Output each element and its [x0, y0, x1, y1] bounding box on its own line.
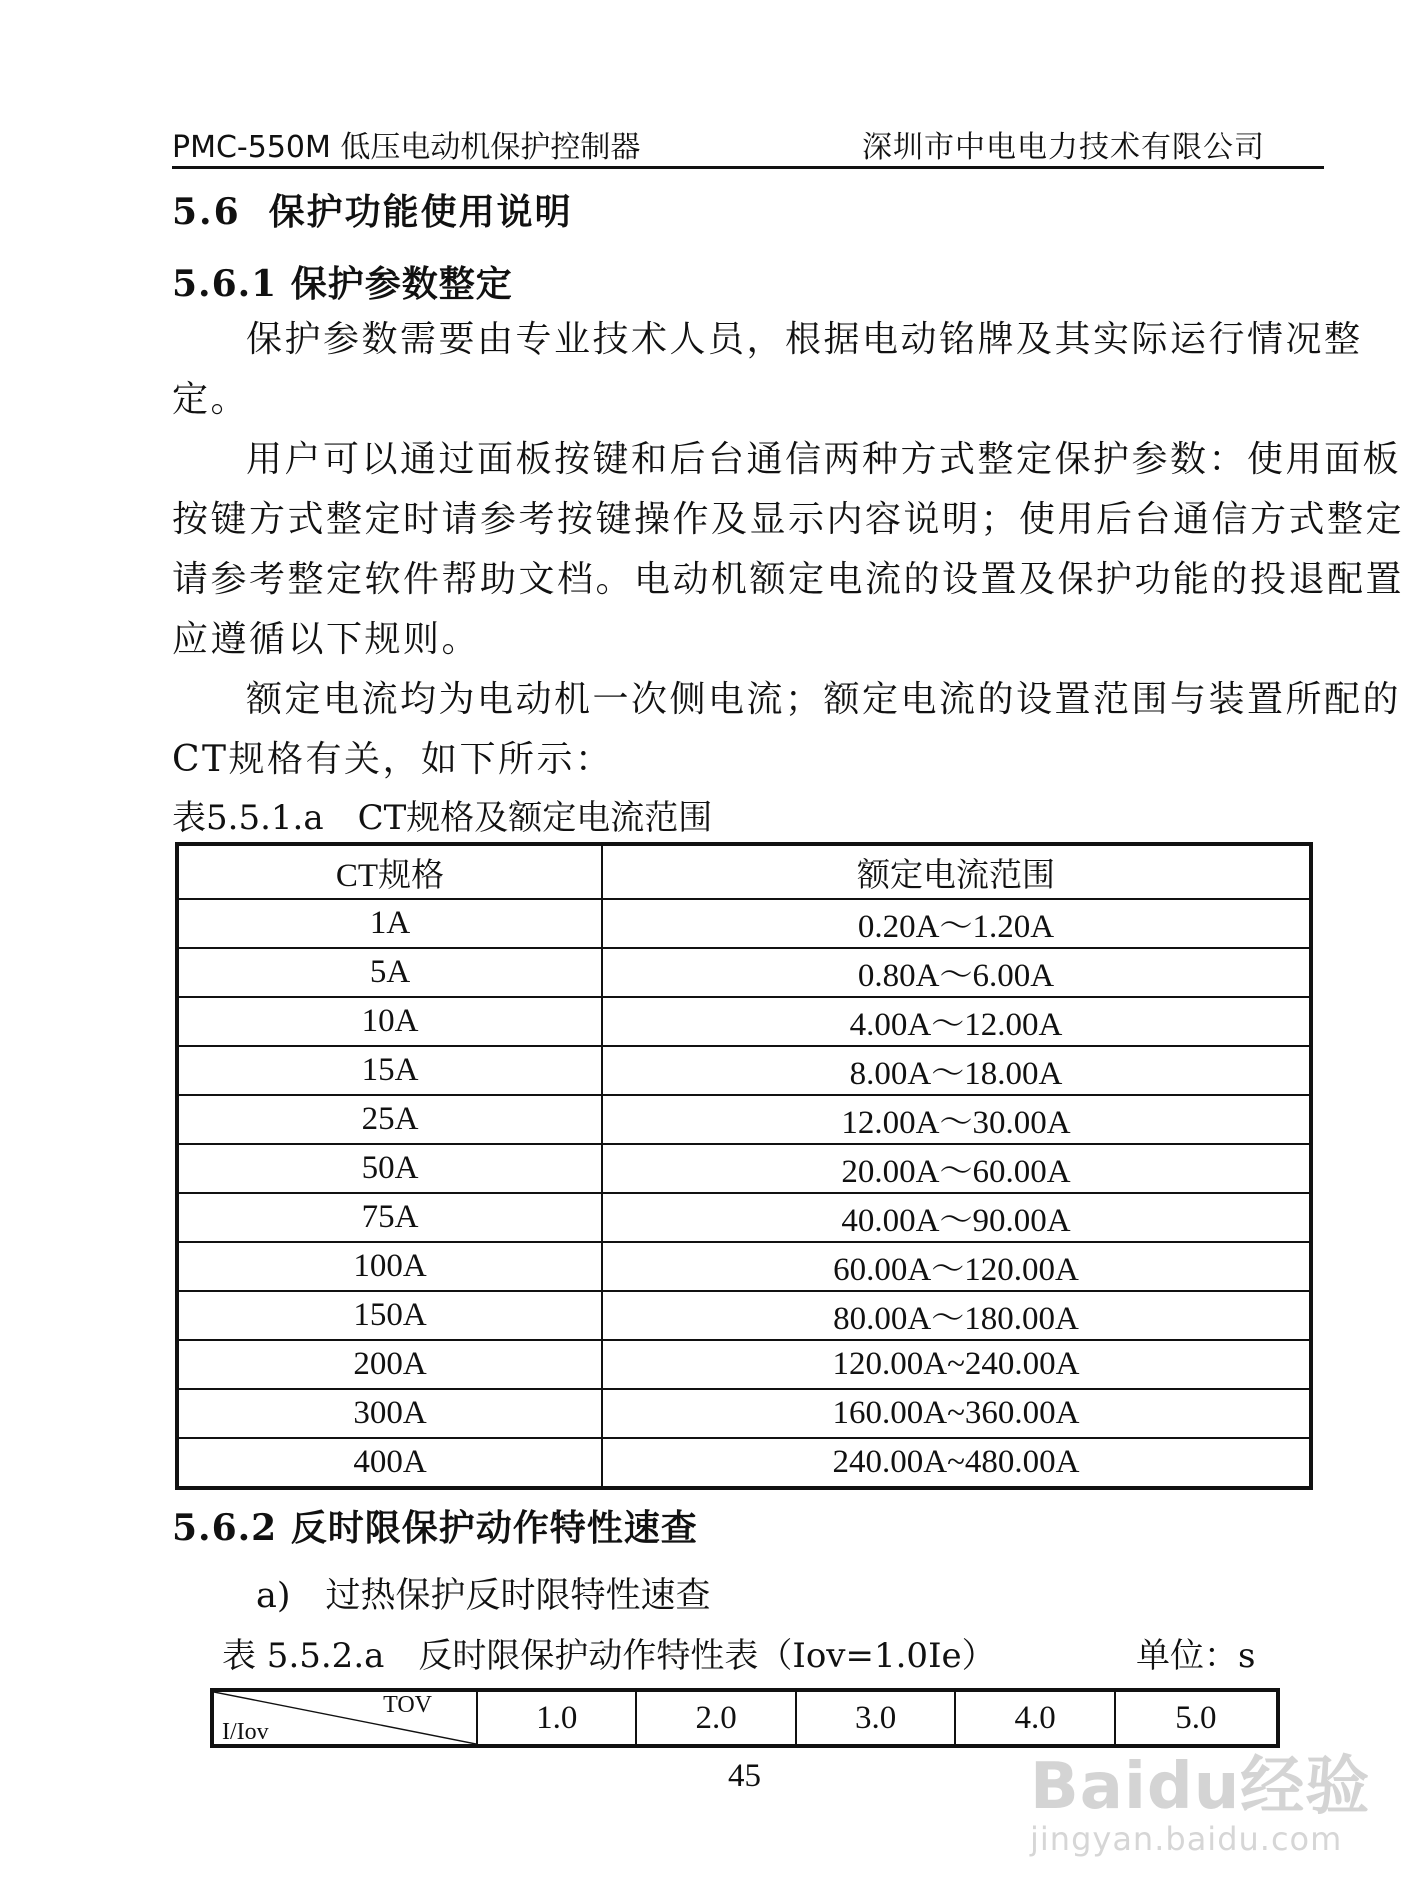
- range-cell: 20.00A～60.00A: [602, 1144, 1311, 1193]
- section-title: 保护功能使用说明: [268, 191, 573, 233]
- header-doc-title: PMC-550M 低压电动机保护控制器: [172, 130, 641, 165]
- range-cell: 80.00A～180.00A: [602, 1291, 1311, 1340]
- table2-unit: 单位：s: [1136, 1636, 1256, 1676]
- table-row: [177, 997, 1311, 1046]
- table1-caption: 表5.5.1.a CT规格及额定电流范围: [172, 798, 713, 838]
- paragraph-1-line-2: 定。: [172, 379, 250, 420]
- tov-value-cell: 5.0: [1115, 1690, 1278, 1746]
- table-row: [177, 1438, 1311, 1488]
- ct-cell: 5A: [177, 948, 602, 997]
- table-row: [177, 1046, 1311, 1095]
- ct-cell: 10A: [177, 997, 602, 1046]
- column-header-ct: CT规格: [177, 844, 602, 899]
- range-cell: 120.00A~240.00A: [602, 1340, 1311, 1389]
- range-cell: 160.00A~360.00A: [602, 1389, 1311, 1438]
- ct-cell: 75A: [177, 1193, 602, 1242]
- table-row: [177, 1144, 1311, 1193]
- iov-label: I/Iov: [222, 1719, 269, 1745]
- paragraph-1-line-1: 保护参数需要由专业技术人员，根据电动铭牌及其实际运行情况整: [246, 319, 1363, 360]
- table-row: [177, 1242, 1311, 1291]
- ct-cell: 15A: [177, 1046, 602, 1095]
- range-cell: 0.80A～6.00A: [602, 948, 1311, 997]
- header-company: 深圳市中电电力技术有限公司: [862, 130, 1265, 165]
- table-row: [177, 948, 1311, 997]
- tov-value-cell: 3.0: [796, 1690, 955, 1746]
- range-cell: 240.00A~480.00A: [602, 1438, 1311, 1488]
- page-number: 45: [728, 1758, 761, 1794]
- ct-cell: 200A: [177, 1340, 602, 1389]
- column-header-range: 额定电流范围: [602, 844, 1311, 899]
- range-cell: 60.00A～120.00A: [602, 1242, 1311, 1291]
- subsection-heading-5-6-1: 5.6.1 保护参数整定: [172, 263, 513, 305]
- paragraph-3-line-1: 额定电流均为电动机一次侧电流；额定电流的设置范围与装置所配的: [246, 679, 1402, 720]
- table-row: [177, 1340, 1311, 1389]
- tov-value-cell: 1.0: [477, 1690, 636, 1746]
- tov-value-cell: 4.0: [955, 1690, 1114, 1746]
- paragraph-3-line-2: CT规格有关，如下所示：: [172, 739, 614, 780]
- ct-rating-table: [175, 842, 1313, 1490]
- diagonal-header-cell: [212, 1690, 477, 1746]
- table-row: [177, 1291, 1311, 1340]
- ct-cell: 400A: [177, 1438, 602, 1488]
- list-item-a: a) 过热保护反时限特性速查: [256, 1576, 711, 1616]
- header-rule: [172, 166, 1324, 169]
- paragraph-2-line-1: 用户可以通过面板按键和后台通信两种方式整定保护参数：使用面板: [246, 439, 1402, 480]
- paragraph-2-line-3: 请参考整定软件帮助文档。电动机额定电流的设置及保护功能的投退配置: [172, 559, 1405, 600]
- table-row: [177, 1095, 1311, 1144]
- subsection-heading-5-6-2: 5.6.2 反时限保护动作特性速查: [172, 1507, 698, 1549]
- ct-cell: 1A: [177, 899, 602, 948]
- table-row: [177, 899, 1311, 948]
- tov-value-cell: 2.0: [636, 1690, 795, 1746]
- range-cell: 12.00A～30.00A: [602, 1095, 1311, 1144]
- paragraph-2-line-4: 应遵循以下规则。: [172, 619, 481, 660]
- ct-cell: 150A: [177, 1291, 602, 1340]
- paragraph-2-line-2: 按键方式整定时请参考按键操作及显示内容说明；使用后台通信方式整定: [172, 499, 1405, 540]
- baidu-watermark-logo: Baidu经验: [1030, 1750, 1371, 1824]
- table-header-row: [177, 844, 1311, 899]
- section-number: 5.6: [172, 191, 241, 233]
- section-heading: [172, 184, 573, 235]
- range-cell: 40.00A～90.00A: [602, 1193, 1311, 1242]
- range-cell: 4.00A～12.00A: [602, 997, 1311, 1046]
- ct-cell: 50A: [177, 1144, 602, 1193]
- range-cell: 8.00A～18.00A: [602, 1046, 1311, 1095]
- ct-cell: 25A: [177, 1095, 602, 1144]
- table-row: [177, 1193, 1311, 1242]
- baidu-watermark-url: jingyan.baidu.com: [1030, 1820, 1343, 1858]
- ct-cell: 300A: [177, 1389, 602, 1438]
- table2-caption: 表 5.5.2.a 反时限保护动作特性表（Iov=1.0Ie）: [222, 1636, 996, 1676]
- tov-label: TOV: [383, 1692, 432, 1718]
- range-cell: 0.20A～1.20A: [602, 899, 1311, 948]
- ct-cell: 100A: [177, 1242, 602, 1291]
- table-row: [177, 1389, 1311, 1438]
